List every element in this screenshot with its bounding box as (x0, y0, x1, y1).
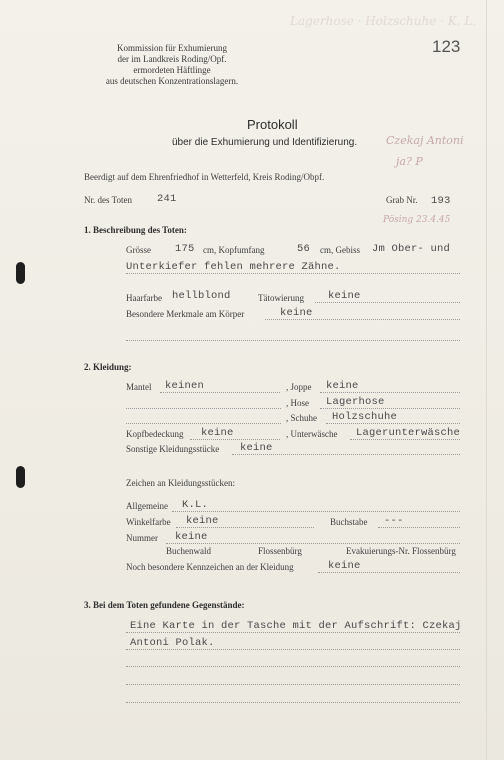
page-edge-line (486, 0, 487, 760)
kopfbedeckung-label: Kopfbedeckung (126, 429, 184, 439)
schuhe-value: Holzschuhe (332, 411, 398, 423)
unterwaesche-label: , Unterwäsche (286, 429, 338, 439)
evakuierung-label: Evakuierungs-Nr. Flossenbürg (346, 546, 456, 556)
page-number: 123 (432, 37, 461, 56)
commission-line-2: der im Landkreis Roding/Opf. (117, 54, 227, 64)
burial-text: Beerdigt auf dem Ehrenfriedhof in Wetterfeld, Kreis Roding/Obpf. (84, 172, 325, 182)
mantel-value: keinen (165, 380, 205, 392)
joppe-label: , Joppe (286, 382, 312, 392)
kopfumfang-label: cm, Kopfumfang (203, 245, 265, 255)
taetowierung-label: Tätowierung (258, 293, 304, 303)
kennzeichen-value: keine (328, 560, 361, 572)
zeichen-label: Zeichen an Kleidungsstücken: (126, 478, 235, 488)
grab-nr-label: Grab Nr. (386, 195, 418, 205)
punch-hole-top (16, 262, 25, 284)
grab-nr-value: 193 (431, 195, 451, 207)
haarfarbe-value: hellblond (172, 290, 231, 302)
schuhe-label: , Schuhe (286, 413, 317, 423)
joppe-value: keine (326, 380, 359, 392)
buchstabe-value: --- (384, 515, 404, 527)
gebiss-value-1: Jm Ober- und (372, 243, 451, 255)
allgemeine-label: Allgemeine (126, 501, 168, 511)
page-title: Protokoll (247, 117, 298, 132)
taetowierung-value: keine (328, 290, 361, 302)
haarfarbe-label: Haarfarbe (126, 293, 162, 303)
kopfumfang-value: 56 (297, 243, 311, 255)
groesse-label: Grösse (126, 245, 151, 255)
unterwaesche-value: Lagerunterwäsche (356, 427, 461, 439)
hose-value: Lagerhose (326, 396, 385, 408)
gebiss-value-2: Unterkiefer fehlen mehrere Zähne. (126, 261, 341, 273)
handwritten-top-note: Lagerhose · Holzschuhe · K. L. (290, 14, 477, 28)
gebiss-label: cm, Gebiss (320, 245, 360, 255)
sonstige-label: Sonstige Kleidungsstücke (126, 444, 220, 454)
page-subtitle: über die Exhumierung und Identifizierung. (172, 137, 358, 148)
buchenwald-label: Buchenwald (166, 546, 211, 556)
commission-line-4: aus deutschen Konzentrationslagern. (105, 76, 239, 86)
kennzeichen-label: Noch besondere Kennzeichen an der Kleidung (126, 562, 294, 572)
section-2-heading: 2. Kleidung: (84, 362, 132, 372)
flossenbuerg-label: Flossenbürg (258, 546, 302, 556)
punch-hole-bottom (16, 466, 25, 488)
toten-nr-label: Nr. des Toten (84, 195, 132, 205)
section-3-heading: 3. Bei dem Toten gefundene Gegenstände: (84, 600, 245, 610)
buchstabe-label: Buchstabe (330, 517, 368, 527)
toten-nr-value: 241 (157, 193, 177, 205)
sonstige-value: keine (240, 442, 273, 454)
handwritten-date-note: Pösing 23.4.45 (383, 215, 451, 225)
kopfbedeckung-value: keine (201, 427, 234, 439)
winkelfarbe-label: Winkelfarbe (126, 517, 171, 527)
groesse-value: 175 (175, 243, 195, 255)
gegenstaende-line-2: Antoni Polak. (130, 637, 215, 649)
gegenstaende-line-1: Eine Karte in der Tasche mit der Aufschrift: Czekaj (130, 620, 462, 632)
winkelfarbe-value: keine (186, 515, 219, 527)
merkmale-label: Besondere Merkmale am Körper (126, 309, 245, 319)
nummer-value: keine (175, 531, 208, 543)
commission-line-3: ermordeten Häftlinge (133, 65, 211, 75)
commission-line-1: Kommission für Exhumierung (117, 43, 227, 53)
section-1-heading: 1. Beschreibung des Toten: (84, 225, 187, 235)
hose-label: , Hose (286, 398, 309, 408)
mantel-label: Mantel (126, 382, 152, 392)
handwritten-side-note-2: ja? P (396, 155, 423, 168)
merkmale-value: keine (280, 307, 313, 319)
handwritten-side-note: Czekaj Antoni (386, 134, 464, 147)
nummer-label: Nummer (126, 533, 158, 543)
allgemeine-value: K.L. (182, 499, 209, 511)
